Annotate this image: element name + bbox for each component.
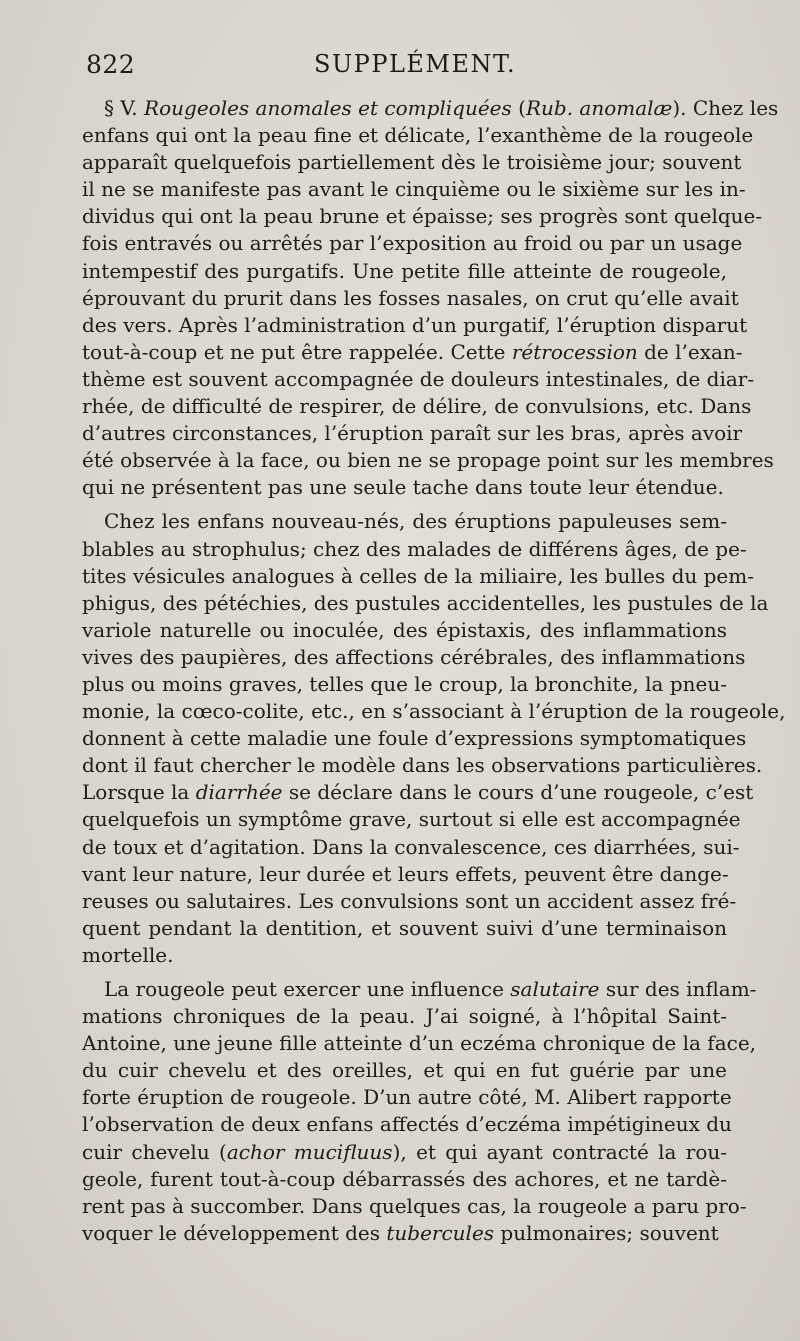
text-segment: cuir chevelu (	[82, 1139, 227, 1164]
page-header	[86, 50, 728, 84]
text-line	[82, 1003, 727, 1030]
text-line	[82, 671, 727, 698]
text-segment: mations chroniques de la peau. J’ai soigné, à l’hôpital Saint-	[82, 1004, 727, 1029]
text-line	[82, 861, 727, 888]
text-segment: monie, la cœco-colite, etc., en s’associant à l’éruption de la rougeole,	[82, 699, 786, 724]
text-line	[82, 1166, 727, 1193]
text-line	[82, 1030, 757, 1057]
text-segment: des vers. Après l’administration d’un purgatif, l’éruption disparut	[82, 312, 748, 337]
text-segment: geole, furent tout-à-coup débarrassés des achores, et ne tardè-	[82, 1166, 727, 1191]
text-line	[82, 725, 747, 752]
text-segment: du cuir chevelu et des oreilles, et qui en fut guérie par une	[82, 1058, 727, 1083]
text-line	[82, 1139, 727, 1166]
text-segment: reuses ou salutaires. Les convulsions sont un accident assez fré-	[82, 888, 737, 913]
text-line	[82, 312, 748, 339]
text-line	[82, 122, 754, 149]
text-line	[82, 258, 727, 285]
text-line	[82, 536, 747, 563]
text-line	[82, 508, 727, 535]
body-text	[82, 95, 786, 1247]
text-segment: de toux et d’agitation. Dans la convalescence, ces diarrhées, sui-	[82, 834, 740, 859]
text-segment: fois entravés ou arrêtés par l’exposition au froid ou par un usage	[82, 231, 743, 256]
text-segment: rent pas à succomber. Dans quelques cas, la rougeole a paru pro-	[82, 1193, 747, 1218]
text-line	[82, 698, 786, 725]
text-line	[82, 285, 739, 312]
text-segment: mortelle.	[82, 942, 174, 967]
text-segment: apparaît quelquefois partiellement dès le troisième jour; souvent	[82, 150, 742, 175]
text-segment: donnent à cette maladie une foule d’expressions symptomatiques	[82, 726, 747, 751]
paragraph	[82, 95, 779, 501]
text-line	[82, 1084, 732, 1111]
text-segment: quent pendant la dentition, et souvent suivi d’une terminaison	[82, 915, 727, 940]
text-segment: ), et qui ayant contracté la rou-	[392, 1139, 727, 1164]
text-segment: tout-à-coup et ne put être rappelée. Cette	[82, 339, 512, 364]
text-line	[82, 976, 757, 1003]
text-segment: enfans qui ont la peau fine et délicate, l’exanthème de la rougeole	[82, 123, 754, 148]
text-segment: dividus qui ont la peau brune et épaisse; ses progrès sont quelque-	[82, 204, 763, 229]
text-segment: dont il faut chercher le modèle dans les observations particulières.	[82, 753, 763, 778]
text-line	[82, 230, 743, 257]
text-segment: été observée à la face, ou bien ne se propage point sur les membres	[82, 448, 774, 473]
text-line	[82, 1057, 727, 1084]
text-line	[82, 617, 727, 644]
text-segment: § V.	[104, 96, 145, 120]
text-segment: éprouvant du prurit dans les fosses nasales, on crut qu’elle avait	[82, 285, 739, 310]
italic-segment: diarrhée	[195, 780, 283, 805]
text-line	[82, 752, 763, 779]
text-segment: Lorsque la	[82, 780, 196, 805]
text-segment: La rougeole peut exercer une influence	[104, 977, 511, 1001]
paragraph	[82, 508, 786, 969]
text-segment: se déclare dans le cours d’une rougeole, c’est	[282, 780, 754, 805]
running-head: SUPPLÉMENT.	[314, 50, 517, 78]
text-segment: d’autres circonstances, l’éruption paraît sur les bras, après avoir	[82, 421, 743, 446]
text-line	[82, 447, 774, 474]
text-segment: il ne se manifeste pas avant le cinquième ou le sixième sur les in-	[82, 177, 746, 202]
text-segment: quelquefois un symptôme grave, surtout si elle est accompagnée	[82, 807, 741, 832]
text-line	[82, 888, 737, 915]
text-segment: de l’exan-	[637, 339, 743, 364]
text-line	[82, 1220, 727, 1247]
text-line	[82, 393, 752, 420]
text-segment: phigus, des pétéchies, des pustules accidentelles, les pustules de la	[82, 590, 769, 615]
italic-segment: Rougeoles anomales et compliquées	[144, 96, 512, 120]
text-segment: plus ou moins graves, telles que le croup, la bronchite, la pneu-	[82, 671, 727, 696]
text-line	[82, 1111, 732, 1138]
text-line	[82, 203, 763, 230]
text-segment: Chez les enfans nouveau-nés, des éruptions papuleuses sem-	[104, 509, 727, 534]
italic-segment: salutaire	[510, 977, 600, 1001]
text-line	[82, 942, 727, 969]
text-line	[82, 590, 769, 617]
text-segment: (	[511, 96, 526, 120]
text-segment: Antoine, une jeune fille atteinte d’un eczéma chronique de la face,	[82, 1031, 757, 1056]
text-segment: voquer le développement des	[82, 1220, 387, 1245]
text-line	[82, 149, 742, 176]
text-segment: rhée, de difficulté de respirer, de délire, de convulsions, etc. Dans	[82, 394, 752, 419]
italic-segment: achor mucifluus	[226, 1139, 393, 1164]
italic-segment: rétrocession	[511, 339, 638, 364]
italic-segment: Rub. anomalæ	[525, 96, 673, 120]
text-line	[82, 95, 779, 122]
text-segment: vives des paupières, des affections cérébrales, des inflammations	[82, 644, 746, 669]
text-line	[82, 806, 741, 833]
text-segment: tites vésicules analogues à celles de la miliaire, les bulles du pem-	[82, 563, 754, 588]
text-line	[82, 1193, 747, 1220]
paragraph	[82, 976, 757, 1247]
text-line	[82, 474, 727, 501]
text-line	[82, 366, 755, 393]
text-line	[82, 563, 754, 590]
text-line	[82, 779, 754, 806]
text-segment: thème est souvent accompagnée de douleurs intestinales, de diar-	[82, 366, 755, 391]
text-segment: pulmonaires; souvent	[494, 1220, 719, 1245]
text-segment: sur des inflam-	[599, 977, 757, 1001]
text-segment: forte éruption de rougeole. D’un autre côté, M. Alibert rapporte	[82, 1085, 732, 1110]
text-line	[82, 915, 727, 942]
text-line	[82, 339, 743, 366]
page-number: 822	[86, 50, 136, 79]
text-segment: vant leur nature, leur durée et leurs effets, peuvent être dange-	[82, 861, 729, 886]
text-line	[82, 644, 746, 671]
text-segment: ). Chez les	[672, 96, 779, 120]
text-line	[82, 420, 743, 447]
text-segment: blables au strophulus; chez des malades de différens âges, de pe-	[82, 536, 747, 561]
italic-segment: tubercules	[386, 1220, 495, 1245]
text-segment: intempestif des purgatifs. Une petite fille atteinte de rougeole,	[82, 258, 727, 283]
text-segment: l’observation de deux enfans affectés d’eczéma impétigineux du	[82, 1112, 732, 1137]
text-segment: variole naturelle ou inoculée, des épistaxis, des inflammations	[82, 617, 727, 642]
text-segment: qui ne présentent pas une seule tache dans toute leur étendue.	[82, 475, 724, 500]
text-line	[82, 176, 746, 203]
text-line	[82, 834, 740, 861]
